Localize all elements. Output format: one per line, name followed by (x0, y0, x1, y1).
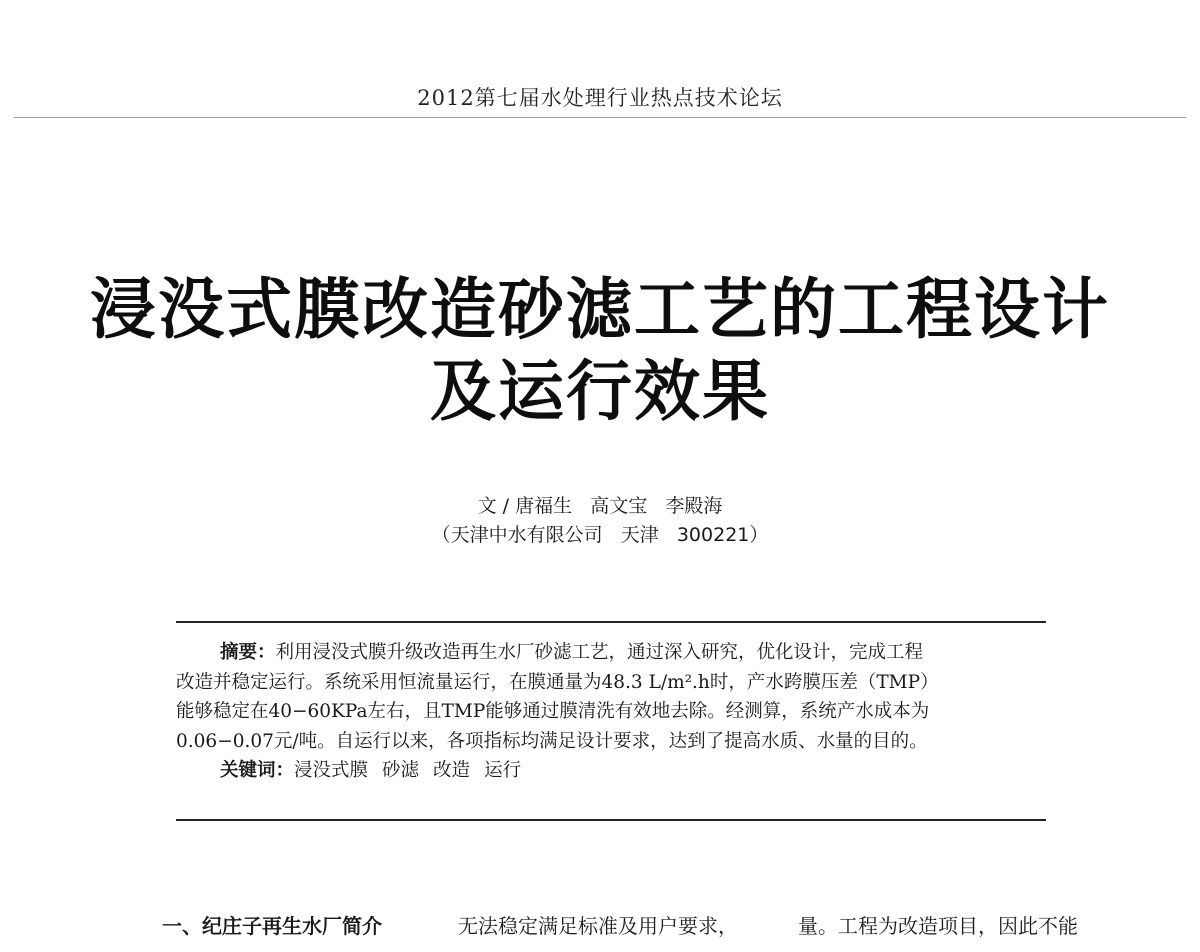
header-rule (14, 117, 1186, 118)
abstract (176, 638, 1052, 786)
column-2-line: 无法稳定满足标准及用户要求， (458, 914, 738, 938)
title-line-1: 浸没式膜改造砂滤工艺的工程设计 (90, 270, 1110, 348)
keyword: 浸没式膜 (294, 760, 369, 781)
author-names: 文 / 唐福生 高文宝 李殿海 (477, 495, 723, 517)
keywords-line (176, 756, 1052, 786)
abstract-line-2: 改造并稳定运行。系统采用恒流量运行，在膜通量为48.3 L/m².h时，产水跨膜压差（TMP） (176, 671, 939, 693)
keyword: 砂滤 (382, 760, 420, 781)
author-block (0, 492, 1200, 550)
article-title (0, 268, 1200, 432)
abstract-line-3: 能够稳定在40−60KPa左右，且TMP能够通过膜清洗有效地去除。经测算，系统产水成本为 (176, 701, 930, 722)
abstract-label: 摘要： (220, 642, 276, 663)
abstract-line-1 (176, 638, 1052, 668)
abstract-bottom-rule (176, 819, 1046, 821)
keyword: 运行 (484, 760, 522, 781)
body-text (0, 912, 1200, 952)
section-heading: 一、纪庄子再生水厂简介 (162, 914, 382, 938)
title-line-2: 及运行效果 (430, 352, 770, 430)
running-header: 2012第七届水处理行业热点技术论坛 (417, 86, 783, 110)
keyword: 改造 (433, 760, 471, 781)
abstract-top-rule (176, 621, 1046, 623)
abstract-line-4: 0.06−0.07元/吨。自运行以来，各项指标均满足设计要求，达到了提高水质、水量的目的。 (176, 730, 928, 752)
abstract-text-1: 利用浸没式膜升级改造再生水厂砂滤工艺，通过深入研究，优化设计，完成工程 (275, 642, 924, 663)
column-3-line: 量。工程为改造项目，因此不能 (798, 914, 1078, 938)
keywords-label: 关键词： (220, 760, 295, 781)
author-affiliation: （天津中水有限公司 天津 300221） (431, 524, 769, 546)
